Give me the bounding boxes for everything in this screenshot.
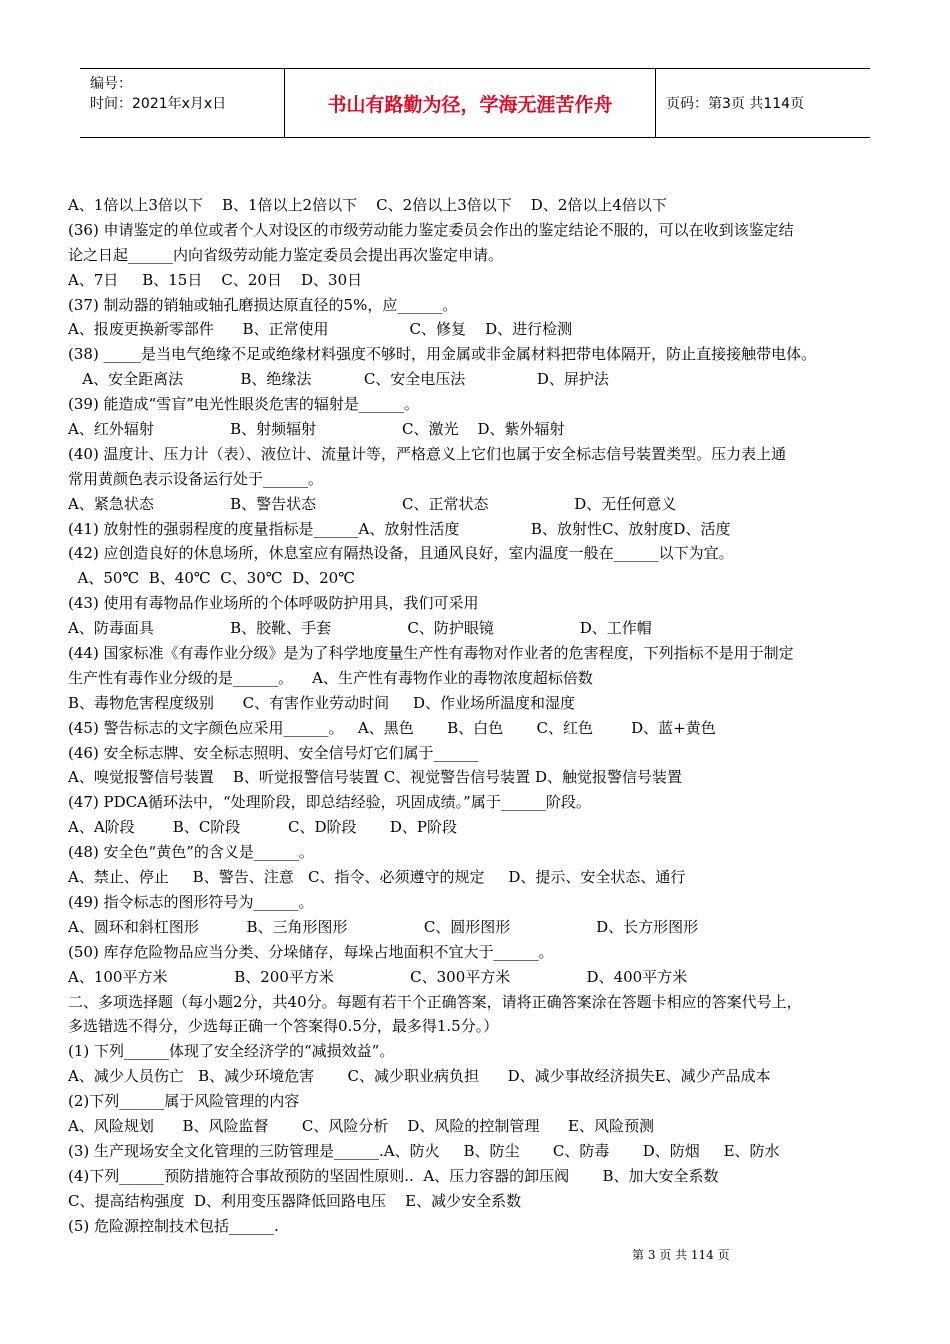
text-line: B、毒物危害程度级别 C、有害作业劳动时间 D、作业场所温度和湿度 — [68, 693, 575, 712]
text-line: (48) 安全色“黄色”的含义是______。 — [68, 843, 314, 862]
text-line: A、100平方米 B、200平方米 C、300平方米 D、400平方米 — [68, 967, 688, 986]
text-line: (44) 国家标准《有毒作业分级》是为了科学地度量生产性有毒物对作业者的危害程度，下列指标不是用于制定 — [68, 644, 794, 663]
text-line: A、报废更换新零部件 B、正常使用 C、修复 D、进行检测 — [68, 320, 573, 339]
text-line: A、禁止、停止 B、警告、注意 C、指令、必须遵守的规定 D、提示、安全状态、通行 — [68, 868, 686, 887]
text-line: (40) 温度计、压力计（表）、液位计、流量计等，严格意义上它们也属于安全标志信号装置类型。压力表上通 — [68, 444, 787, 463]
text-line: A、减少人员伤亡 B、减少环境危害 C、减少职业病负担 D、减少事故经济损失E、减少产品成本 — [68, 1067, 771, 1086]
text-line: (45) 警告标志的文字颜色应采用______。 A、黑色 B、白色 C、红色 D、蓝+黄色 — [68, 718, 716, 737]
document-date-label: 时间：2021年x月x日 — [90, 96, 227, 112]
text-line: (1) 下列______体现了安全经济学的“减损效益”。 — [68, 1042, 395, 1061]
text-line: (3) 生产现场安全文化管理的三防管理是______.A、防火 B、防尘 C、防毒 D、防烟 E、防水 — [68, 1141, 780, 1160]
text-line: A、1倍以上3倍以下 B、1倍以上2倍以下 C、2倍以上3倍以下 D、2倍以上4倍以下 — [68, 196, 667, 214]
text-line: (46) 安全标志牌、安全标志照明、安全信号灯它们属于______ — [68, 743, 479, 762]
text-line: (47) PDCA循环法中，“处理阶段，即总结经验，巩固成绩。”属于______阶段。 — [68, 793, 591, 812]
text-line: A、50℃ B、40℃ C、30℃ D、20℃ — [68, 569, 355, 588]
text-line: A、安全距离法 B、绝缘法 C、安全电压法 D、屏护法 — [68, 370, 609, 389]
text-line: A、A阶段 B、C阶段 C、D阶段 D、P阶段 — [68, 818, 457, 837]
page-header — [80, 68, 870, 138]
text-line: 生产性有毒作业分级的是______。 A、生产性有毒物作业的毒物浓度超标倍数 — [68, 668, 593, 687]
text-line: (43) 使用有毒物品作业场所的个体呼吸防护用具，我们可采用 — [68, 594, 479, 613]
text-line: (39) 能造成“雪盲”电光性眼炎危害的辐射是______。 — [68, 395, 419, 414]
text-line: (4)下列______预防措施符合事故预防的坚固性原则.. A、压力容器的卸压阀 B、加大安全系数 — [68, 1166, 719, 1185]
question-body — [68, 193, 898, 1238]
header-motto: 书山有路勤为径，学海无涯苦作舟 — [284, 69, 656, 137]
text-line: A、红外辐射 B、射频辐射 C、激光 D、紫外辐射 — [68, 420, 565, 439]
text-line: A、紧急状态 B、警告状态 C、正常状态 D、无任何意义 — [68, 494, 677, 513]
text-line: (5) 危险源控制技术包括______. — [68, 1216, 279, 1235]
text-line: (41) 放射性的强弱程度的度量指标是______A、放射性活度 B、放射性C、放射度D、活度 — [68, 519, 731, 538]
document-number-label: 编号： — [90, 76, 132, 92]
header-page-indicator: 页码：第3页 共114页 — [666, 96, 805, 112]
text-line: 二、多项选择题（每小题2分，共40分。每题有若干个正确答案，请将正确答案涂在答题卡相应的答案代号上， — [68, 992, 802, 1011]
text-line: (38) _____是当电气绝缘不足或绝缘材料强度不够时，用金属或非金属材料把带电体隔开，防止直接接触带电体。 — [68, 345, 817, 364]
text-line: (49) 指令标志的图形符号为______。 — [68, 892, 314, 911]
header-meta — [80, 69, 284, 137]
text-line: A、嗅觉报警信号装置 B、听觉报警信号装置 C、视觉警告信号装置 D、触觉报警信号装置 — [68, 768, 682, 787]
text-line: A、7日 B、15日 C、20日 D、30日 — [68, 270, 363, 289]
text-line: (37) 制动器的销轴或轴孔磨损达原直径的5%，应______。 — [68, 295, 458, 314]
text-line: 多选错选不得分，少选每正确一个答案得0.5分，最多得1.5分。） — [68, 1017, 499, 1036]
text-line: (2)下列______属于风险管理的内容 — [68, 1092, 300, 1111]
text-line: C、提高结构强度 D、利用变压器降低回路电压 E、减少安全系数 — [68, 1191, 522, 1210]
text-line: 常用黄颜色表示设备运行处于______。 — [68, 469, 324, 488]
text-line: A、圆环和斜杠图形 B、三角形图形 C、圆形图形 D、长方形图形 — [68, 917, 699, 936]
text-line: (42) 应创造良好的休息场所，休息室应有隔热设备，且通风良好，室内温度一般在______以下为宜。 — [68, 544, 734, 563]
page-footer: 第 3 页 共 114 页 — [632, 1248, 730, 1262]
text-line: (50) 库存危险物品应当分类、分垛储存，每垛占地面积不宜大于______。 — [68, 942, 554, 961]
text-line: A、防毒面具 B、胶靴、手套 C、防护眼镜 D、工作帽 — [68, 619, 652, 638]
text-line: 论之日起______内向省级劳动能力鉴定委员会提出再次鉴定申请。 — [68, 245, 504, 264]
text-line: (36) 申请鉴定的单位或者个人对设区的市级劳动能力鉴定委员会作出的鉴定结论不服的，可以在收到该鉴定结 — [68, 220, 794, 239]
text-line: A、风险规划 B、风险监督 C、风险分析 D、风险的控制管理 E、风险预测 — [68, 1116, 654, 1135]
